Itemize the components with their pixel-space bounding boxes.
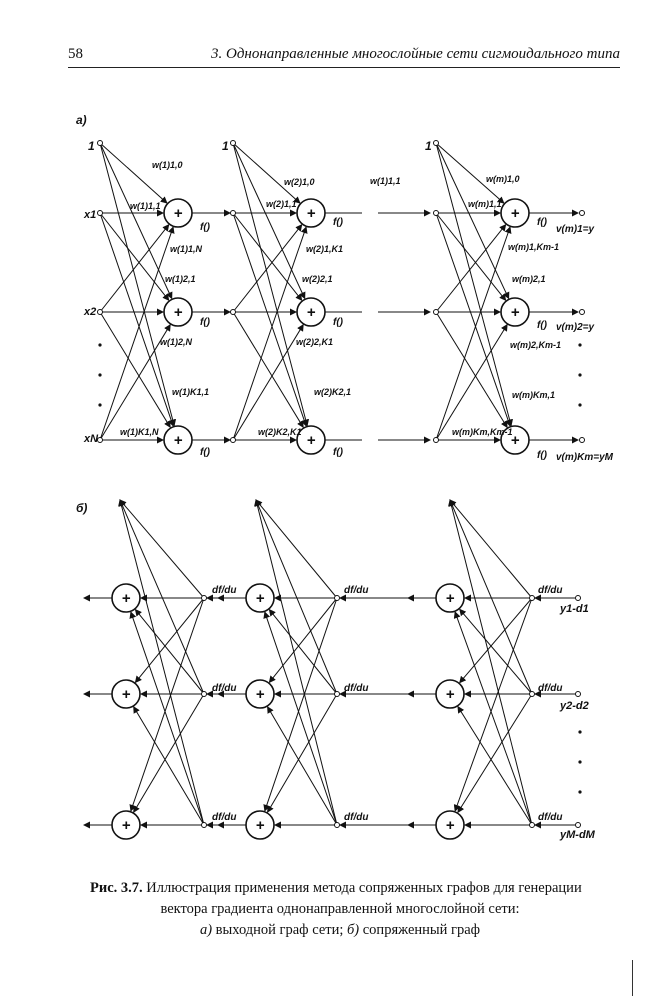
derivative-label: df/du xyxy=(344,585,369,596)
connection-line xyxy=(265,598,337,811)
bias-input-label: 1 xyxy=(425,139,432,153)
neuron-sum-symbol: + xyxy=(306,432,316,449)
output-label: v(m)1=y xyxy=(556,224,595,235)
node-point xyxy=(202,692,207,697)
ellipsis-dot xyxy=(98,343,101,346)
caption-part-b-text: сопряженный граф xyxy=(359,922,481,938)
connection-line xyxy=(436,143,511,426)
connection-line xyxy=(436,225,506,312)
weight-label: w(1)1,0 xyxy=(152,160,183,170)
node-point xyxy=(530,823,535,828)
activation-label: f() xyxy=(333,447,343,458)
connection-line xyxy=(100,143,174,425)
neuron-sum-symbol: + xyxy=(306,205,316,222)
weight-label: w(1)K1,N xyxy=(120,427,159,437)
caption-line-2: вектора градиента однонаправленной многослойной сети: xyxy=(160,901,520,917)
ellipsis-dot xyxy=(98,403,101,406)
weight-label: w(1)1,1 xyxy=(130,201,161,211)
connection-line xyxy=(268,707,337,825)
weight-label: w(m)1,Km-1 xyxy=(508,242,560,252)
caption-line-1: Иллюстрация применения метода сопряженных графов для генерации xyxy=(146,880,582,896)
node-point xyxy=(98,211,103,216)
weight-label: w(m)Km,1 xyxy=(512,390,556,400)
node-point xyxy=(202,596,207,601)
connection-line xyxy=(436,213,510,426)
connection-line xyxy=(131,612,204,825)
activation-label: f() xyxy=(537,320,547,331)
running-title: 3. Однонаправленные многослойные сети сигмоидального типа xyxy=(210,46,620,62)
node-point xyxy=(98,310,103,315)
node-point xyxy=(98,438,103,443)
input-x2-label: x2 xyxy=(84,306,97,318)
neuron-sum-symbol: + xyxy=(121,817,131,834)
connection-line xyxy=(233,213,302,300)
node-point xyxy=(434,211,439,216)
node-point xyxy=(231,438,236,443)
node-point xyxy=(231,310,236,315)
weight-label: w(2)1,1 xyxy=(266,199,297,209)
node-point xyxy=(530,596,535,601)
node-point xyxy=(98,141,103,146)
activation-label: f() xyxy=(537,217,547,228)
weight-label: w(2)1,0 xyxy=(284,177,315,187)
output-label: v(m)Km=yM xyxy=(556,452,613,463)
derivative-label: df/du xyxy=(212,683,237,694)
neuron-sum-symbol: + xyxy=(255,590,265,607)
activation-label: f() xyxy=(333,317,343,328)
derivative-label: df/du xyxy=(344,683,369,694)
neuron-sum-symbol: + xyxy=(173,205,183,222)
neuron-sum-symbol: + xyxy=(255,817,265,834)
page-number: 58 xyxy=(68,46,83,62)
activation-label: f() xyxy=(537,450,547,461)
error-input-label: y1-d1 xyxy=(560,603,589,615)
neuron-sum-symbol: + xyxy=(173,432,183,449)
connection-line xyxy=(436,325,507,440)
input-xn-label: xN xyxy=(84,433,99,445)
neuron-sum-symbol: + xyxy=(445,590,455,607)
node-point xyxy=(576,596,581,601)
node-point xyxy=(434,438,439,443)
figure-labels xyxy=(76,113,614,841)
ellipsis-dot xyxy=(578,790,581,793)
weight-label: w(m)Km,Km-1 xyxy=(452,427,513,437)
error-input-label: y2-d2 xyxy=(560,700,589,712)
weight-label: w(m)1,0 xyxy=(486,174,520,184)
bias-input-label: 1 xyxy=(88,139,95,153)
derivative-label: df/du xyxy=(538,683,563,694)
ellipsis-dot xyxy=(578,403,581,406)
output-label: v(m)2=y xyxy=(556,322,595,333)
node-point xyxy=(231,141,236,146)
weight-label: w(1)2,1 xyxy=(165,274,196,284)
connection-line xyxy=(436,213,506,300)
neuron-sum-symbol: + xyxy=(121,686,131,703)
neuron-sum-symbol: + xyxy=(510,205,520,222)
neuron-sum-symbol: + xyxy=(510,304,520,321)
node-point xyxy=(580,438,585,443)
connection-line xyxy=(100,213,169,300)
weight-label: w(m)1,1 xyxy=(468,199,502,209)
ellipsis-dot xyxy=(578,343,581,346)
node-point xyxy=(530,692,535,697)
derivative-label: df/du xyxy=(538,812,563,823)
connection-line xyxy=(458,707,532,825)
caption-part-a: а) xyxy=(199,922,213,938)
input-x1-label: x1 xyxy=(84,209,97,221)
connection-line xyxy=(233,143,305,298)
derivative-label: df/du xyxy=(344,812,369,823)
figure-caption xyxy=(60,878,620,941)
connection-line xyxy=(100,213,173,426)
connection-line xyxy=(269,610,337,694)
weight-label: w(1)K1,1 xyxy=(172,387,210,397)
node-point xyxy=(335,823,340,828)
node-point xyxy=(231,211,236,216)
node-point xyxy=(335,596,340,601)
connection-line xyxy=(265,612,337,825)
derivative-label: df/du xyxy=(212,585,237,596)
node-point xyxy=(202,823,207,828)
connection-line xyxy=(131,598,204,811)
ellipsis-dot xyxy=(98,373,101,376)
node-point xyxy=(576,823,581,828)
weight-label: w(1)1,1 xyxy=(370,176,401,186)
weight-label: w(2)K2,1 xyxy=(314,387,352,397)
weight-label: w(2)2,K1 xyxy=(296,337,334,347)
weight-label: w(2)K2,K1 xyxy=(258,427,302,437)
weight-label: w(2)1,K1 xyxy=(306,244,344,254)
weight-label: w(1)1,N xyxy=(170,244,203,254)
activation-label: f() xyxy=(200,317,210,328)
panel-a-label: а) xyxy=(76,113,87,127)
weight-label: w(1)2,N xyxy=(160,337,193,347)
ellipsis-dot xyxy=(578,373,581,376)
connection-line xyxy=(135,610,204,694)
activation-label: f() xyxy=(200,447,210,458)
node-point xyxy=(434,141,439,146)
ellipsis-dot xyxy=(578,760,581,763)
connection-line xyxy=(233,213,306,426)
neuron-sum-symbol: + xyxy=(510,432,520,449)
neuron-sum-symbol: + xyxy=(173,304,183,321)
neuron-sum-symbol: + xyxy=(306,304,316,321)
connection-line xyxy=(455,612,532,825)
ellipsis-dot xyxy=(578,730,581,733)
connection-line xyxy=(233,325,303,440)
derivative-label: df/du xyxy=(538,585,563,596)
weight-label: w(m)2,1 xyxy=(512,274,546,284)
neuron-sum-symbol: + xyxy=(255,686,265,703)
activation-label: f() xyxy=(333,217,343,228)
caption-part-b: б) xyxy=(347,922,360,938)
page-edge-mark xyxy=(632,960,633,996)
activation-label: f() xyxy=(200,222,210,233)
bias-input-label: 1 xyxy=(222,139,229,153)
node-point xyxy=(580,310,585,315)
panel-b-connections xyxy=(84,500,575,825)
connection-line xyxy=(436,143,509,298)
connection-line xyxy=(134,707,204,825)
error-input-label: yM-dM xyxy=(560,829,595,841)
neuron-sum-symbol: + xyxy=(445,817,455,834)
derivative-label: df/du xyxy=(212,812,237,823)
weight-label: w(2)2,1 xyxy=(302,274,333,284)
neuron-sum-symbol: + xyxy=(445,686,455,703)
connection-line xyxy=(460,598,532,683)
node-point xyxy=(335,692,340,697)
node-point xyxy=(434,310,439,315)
caption-label: Рис. 3.7. xyxy=(90,880,143,896)
neuron-sum-symbol: + xyxy=(121,590,131,607)
connection-line xyxy=(100,143,167,203)
panel-b-label: б) xyxy=(76,501,88,515)
caption-part-a-text: выходной граф сети; xyxy=(212,922,347,938)
node-point xyxy=(580,211,585,216)
weight-label: w(m)2,Km-1 xyxy=(510,340,562,350)
connection-line xyxy=(233,143,300,203)
node-point xyxy=(576,692,581,697)
